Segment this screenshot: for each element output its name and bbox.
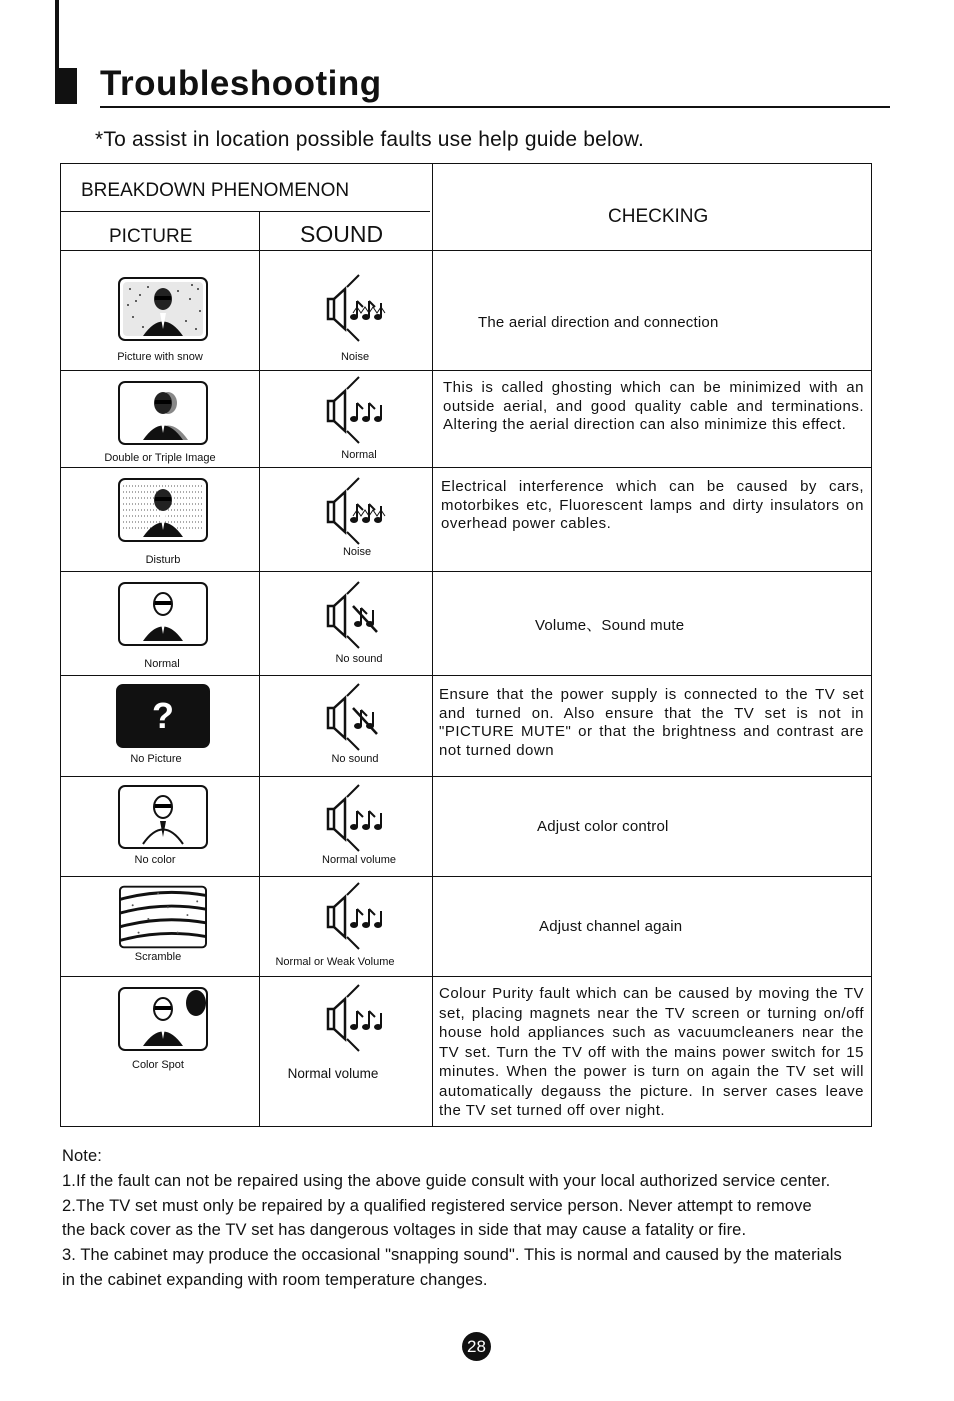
speaker-icon — [325, 983, 397, 1055]
picture-caption: Double or Triple Image — [104, 452, 216, 464]
table-row — [60, 371, 872, 467]
tv-screen-icon — [118, 478, 208, 542]
checking-cell — [433, 371, 872, 467]
header-breakdown: BREAKDOWN PHENOMENON — [81, 180, 350, 201]
checking-text: Adjust channel again — [539, 918, 683, 935]
picture-cell — [60, 877, 259, 976]
speaker-icon — [325, 476, 397, 548]
notes-section — [62, 1144, 912, 1293]
sound-cell — [259, 572, 433, 675]
sound-caption: Normal — [341, 449, 377, 461]
checking-cell — [433, 877, 872, 976]
picture-caption: Disturb — [145, 554, 181, 566]
note-1: 1.If the fault can not be repaired using the above guide consult with your local authorized service center. — [62, 1171, 831, 1190]
picture-cell — [60, 777, 259, 876]
note-3a: 3. The cabinet may produce the occasional "snapping sound". This is normal and caused by the materials — [62, 1246, 842, 1265]
checking-text: Adjust color control — [537, 818, 669, 835]
picture-cell — [60, 676, 259, 776]
title-marker — [55, 68, 77, 104]
checking-text: Colour Purity fault which can be caused by moving the TV set, placing magnets near the TV screen or turning on/off house hold appliances such as vacuumcleaners near the TV set. Turn the TV off with the mains power switch for 15 minutes. When the power is turn on again the TV set will automatically degauss the picture. In server cases leave the TV set turned off over night. — [439, 985, 864, 1119]
checking-cell — [433, 251, 872, 370]
table-row — [60, 676, 872, 776]
speaker-icon — [325, 375, 397, 447]
checking-cell — [433, 676, 872, 776]
picture-cell — [60, 468, 259, 571]
table-row — [60, 877, 872, 976]
note-3b: in the cabinet expanding with room temperature changes. — [62, 1270, 488, 1289]
table-row — [60, 777, 872, 876]
table-row — [60, 572, 872, 675]
checking-text: Electrical interference which can be caused by cars, motorbikes etc, Fluorescent lamps and dirty insulators on overhead power cables. — [441, 478, 864, 532]
tv-screen-icon — [118, 987, 208, 1051]
sound-caption: No sound — [335, 653, 383, 665]
sound-cell — [259, 371, 433, 467]
checking-cell — [433, 572, 872, 675]
table-row — [60, 251, 872, 370]
table-row — [60, 977, 872, 1126]
header-divider — [60, 211, 430, 212]
mute-icon — [325, 682, 397, 754]
notes-heading: Note: — [62, 1147, 102, 1165]
checking-text: The aerial direction and connection — [478, 314, 719, 331]
sound-caption: Noise — [340, 351, 370, 363]
checking-cell — [433, 977, 872, 1126]
sound-cell — [259, 251, 433, 370]
sound-caption: Normal volume — [287, 1066, 379, 1081]
picture-cell — [60, 371, 259, 467]
sound-caption: Normal volume — [322, 854, 396, 866]
picture-caption: Scramble — [134, 951, 182, 963]
intro-text: *To assist in location possible faults use help guide below. — [95, 128, 644, 151]
header-sound: SOUND — [300, 221, 384, 247]
speaker-icon — [325, 783, 397, 855]
note-2a: 2.The TV set must only be repaired by a qualified registered service person. Never attempt to remove — [62, 1196, 812, 1215]
music-notes-icon — [350, 1011, 382, 1030]
header-checking: CHECKING — [608, 206, 709, 227]
page-title: Troubleshooting — [100, 64, 382, 103]
picture-cell — [60, 572, 259, 675]
side-bar — [55, 0, 59, 70]
speaker-icon — [325, 273, 397, 345]
sound-cell — [259, 676, 433, 776]
title-rule — [100, 106, 890, 108]
picture-caption: Picture with snow — [117, 351, 203, 363]
tv-screen-icon — [119, 885, 207, 949]
svg-text:?: ? — [152, 695, 174, 736]
table-border-top — [60, 163, 872, 164]
note-2b: the back cover as the TV set has dangerous voltages in side that may cause a fatality or fire. — [62, 1221, 747, 1240]
picture-caption: Normal — [144, 658, 180, 670]
sound-caption: No sound — [331, 753, 379, 765]
tv-screen-icon — [118, 582, 208, 646]
sound-caption: Noise — [342, 546, 372, 558]
picture-cell — [60, 251, 259, 370]
checking-cell — [433, 468, 872, 571]
sound-cell — [259, 877, 433, 976]
checking-cell — [433, 777, 872, 876]
table-row — [60, 468, 872, 571]
header-picture: PICTURE — [109, 226, 193, 247]
picture-cell — [60, 977, 259, 1126]
tv-screen-icon — [118, 277, 208, 341]
sound-cell — [259, 468, 433, 571]
mute-icon — [325, 580, 397, 652]
music-notes-icon — [350, 403, 382, 422]
picture-caption: Color Spot — [132, 1059, 184, 1071]
music-notes-icon — [350, 909, 382, 928]
tv-screen-icon — [116, 684, 210, 748]
checking-text: Ensure that the power supply is connected to the TV set and turned on. Also ensure that the TV set is not in "PICTURE MUTE" or that the brightness and contrast are not turned down — [439, 686, 864, 759]
troubleshooting-table — [60, 163, 872, 1127]
page-number: 28 — [462, 1332, 491, 1361]
speaker-icon — [325, 881, 397, 953]
sound-cell — [259, 777, 433, 876]
picture-caption: No Picture — [130, 753, 182, 765]
table-border-bottom — [60, 1126, 872, 1127]
checking-text: Volume、Sound mute — [535, 617, 685, 634]
picture-caption: No color — [134, 854, 176, 866]
sound-cell — [259, 977, 433, 1126]
checking-text: This is called ghosting which can be minimized with an outside aerial, and good quality cable and terminations. Altering the aerial direction can also minimize this effect. — [443, 379, 864, 433]
music-notes-icon — [350, 811, 382, 830]
tv-screen-icon — [118, 785, 208, 849]
sound-caption: Normal or Weak Volume — [275, 956, 395, 968]
tv-screen-icon — [118, 381, 208, 445]
